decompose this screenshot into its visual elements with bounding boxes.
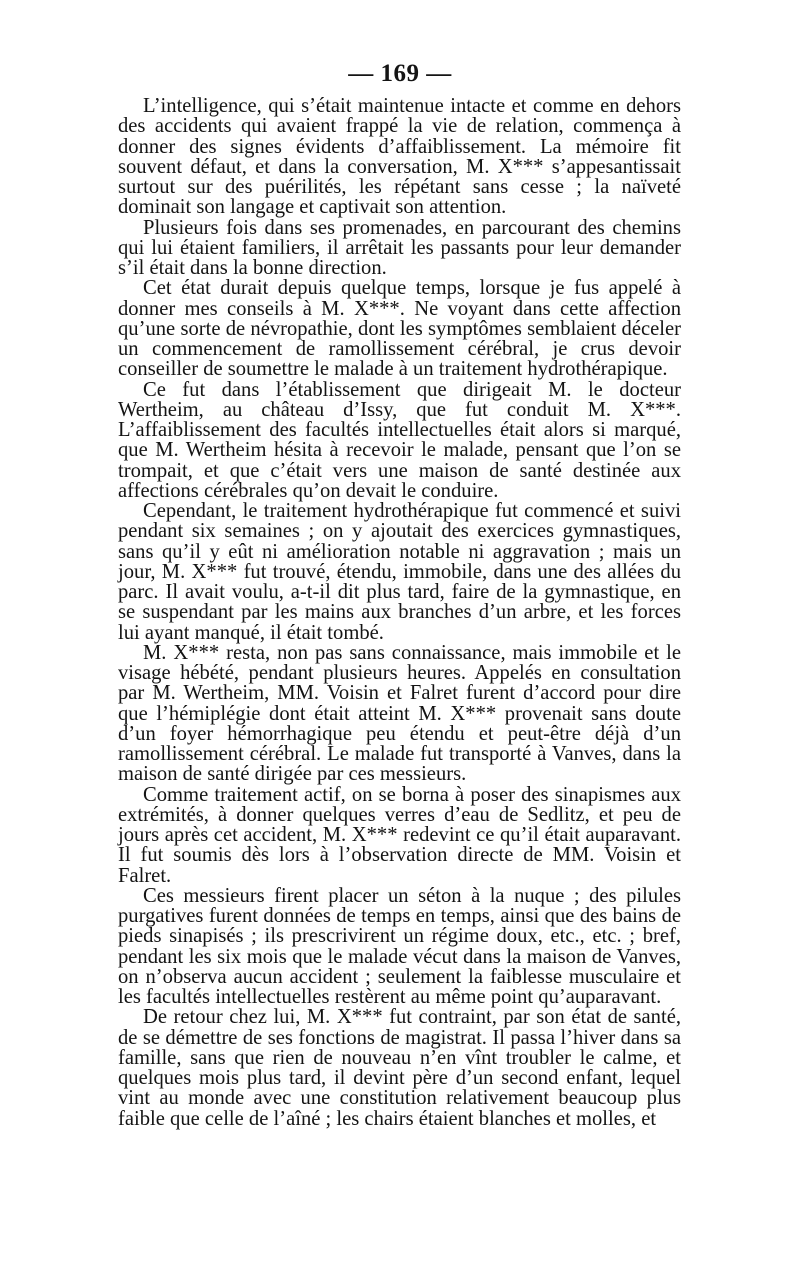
paragraph-conseils: Cet état durait depuis quelque temps, lorsque je fus appelé à donner mes conseils à M. X***. Ne voyant dans cette affection qu’une sorte de névropathie, dont les symptômes semblaient déceler un commencement de ramollissement cérébral, je crus devoir conseiller de soumettre le malade à un traitement hydrothérapique. (118, 277, 681, 381)
paragraph-promenades: Plusieurs fois dans ses promenades, en parcourant des chemins qui lui étaient familiers, il arrêtait les passants pour leur demander s’il était dans la bonne direction. (118, 216, 681, 279)
paragraph-consultation: M. X*** resta, non pas sans connaissance, mais immobile et le visage hébété, pendant plusieurs heures. Appelés en consultation par M. Wertheim, MM. Voisin et Falret furent d’accord pour dire que l’hémiplégie dont était atteint M. X*** provenait sans doute d’un foyer hémorrhagique peu étendu et peut-être déjà d’un ramollissement cérébral. Le malade fut transporté à Vanves, dans la maison de santé dirigée par ces messieurs. (118, 641, 681, 786)
paragraph-seton: Ces messieurs firent placer un séton à la nuque ; des pilules purgatives furent données de temps en temps, ainsi que des bains de pieds sinapisés ; ils prescrivirent un régime doux, etc., etc. ; bref, pendant les six mois que le malade vécut dans la maison de Vanves, on n’observa aucun accident ; seulement la faiblesse musculaire et les facultés intellectuelles restèrent au même point qu’auparavant. (118, 884, 681, 1008)
paragraph-retour: De retour chez lui, M. X*** fut contraint, par son état de santé, de se démettre de ses fonctions de magistrat. Il passa l’hiver dans sa famille, sans que rien de nouveau n’en vînt troubler le calme, et quelques mois plus tard, il devint père d’un second enfant, lequel vint au monde avec une constitution relativement beaucoup plus faible que celle de l’aîné ; les chairs étaient blanches et molles, et (118, 1006, 681, 1130)
paragraph-traitement-actif: Comme traitement actif, on se borna à poser des sinapismes aux extrémités, à donner quelques verres d’eau de Sedlitz, et peu de jours après cet accident, M. X*** redevint ce qu’il était auparavant. Il fut soumis dès lors à l’observation directe de MM. Voisin et Falret. (118, 783, 681, 887)
body-text (118, 96, 681, 1129)
paragraph-etablissement: Ce fut dans l’établissement que dirigeait M. le docteur Wertheim, au château d’Issy, que fut conduit M. X***. L’affaiblissement des facultés intellectuelles était alors si marqué, que M. Wertheim hésita à recevoir le malade, pensant que l’on se trompait, et que c’était vers une maison de santé destinée aux affections cérébrales qu’on devait le conduire. (118, 378, 681, 502)
page-number: — 169 — (348, 60, 452, 87)
paragraph-traitement: Cependant, le traitement hydrothérapique fut commencé et suivi pendant six semaines ; on y ajoutait des exercices gymnastiques, sans qu’il y eût ni amélioration notable ni aggravation ; mais un jour, M. X*** fut trouvé, étendu, immobile, dans une des allées du parc. Il avait voulu, a-t-il dit plus tard, faire de la gymnastique, en se suspendant par les mains aux branches d’un arbre, et les forces lui ayant manqué, il était tombé. (118, 500, 681, 644)
paragraph-intelligence: L’intelligence, qui s’était maintenue intacte et comme en dehors des accidents qui avaient frappé la vie de relation, commença à donner des signes évidents d’affaiblissement. La mémoire fit souvent défaut, et dans la conversation, M. X*** s’appesantissait surtout sur des puérilités, les répétant sans cesse ; la naïveté dominait son langage et captivait son attention. (118, 95, 681, 219)
